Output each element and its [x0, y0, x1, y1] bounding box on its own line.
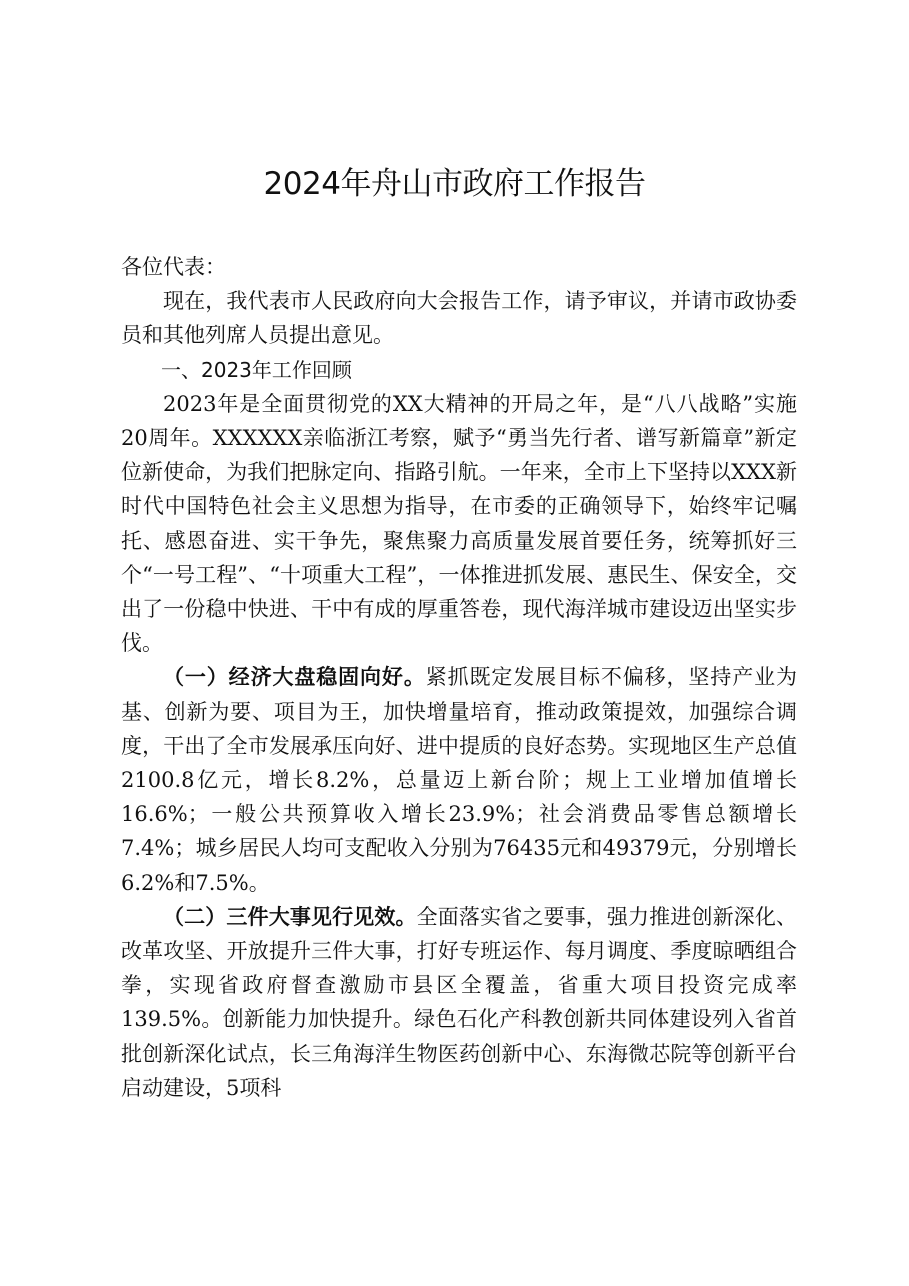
document-title: 2024年舟山市政府工作报告 [263, 166, 646, 202]
economy-paragraph [121, 660, 797, 899]
three-events-paragraph [121, 900, 797, 1105]
economy-text: 紧抓既定发展目标不偏移，坚持产业为基、创新为要、项目为王，加快增量培育，推动政策提效，加强综合调度，干出了全市发展承压向好、进中提质的良好态势。实现地区生产总值2100.8亿元，增长8.2%，总量迈上新台阶；规上工业增加值增长16.6%；一般公共预算收入增长23.9%；社会消费品零售总额增长7.4%；城乡居民人均可支配收入分别为76435元和49379元，分别增长6.2%和7.5%。 [121, 665, 798, 895]
three-events-text: 全面落实省之要事，强力推进创新深化、改革攻坚、开放提升三件大事，打好专班运作、每月调度、季度晾晒组合拳，实现省政府督查激励市县区全覆盖，省重大项目投资完成率139.5%。创新能力加快提升。绿色石化产科教创新共同体建设列入省首批创新深化试点，长三角海洋生物医药创新中心、东海微芯院等创新平台启动建设，5项科 [121, 904, 797, 1100]
overview-paragraph: 2023年是全面贯彻党的XX大精神的开局之年，是“八八战略”实施20周年。XXXXXX亲临浙江考察，赋予“勇当先行者、谱写新篇章”新定位新使命，为我们把脉定向、指路引航。一年来，全市上下坚持以XXX新时代中国特色社会主义思想为指导，在市委的正确领导下，始终牢记嘱托、感恩奋进、实干争先，聚焦聚力高质量发展首要任务，统筹抓好三个“一号工程”、“十项重大工程”，一体推进抓发展、惠民生、保安全，交出了一份稳中快进、干中有成的厚重答卷，现代海洋城市建设迈出坚实步伐。 [121, 391, 797, 656]
economy-lead: （一）经济大盘稳固向好。 [163, 664, 426, 690]
intro-paragraph: 现在，我代表市人民政府向大会报告工作，请予审议，并请市政协委员和其他列席人员提出意见。 [121, 289, 797, 348]
document-body [121, 250, 797, 1105]
salutation: 各位代表： [121, 255, 226, 279]
section-heading: 一、2023年工作回顾 [161, 357, 352, 382]
three-events-lead: （二）三件大事见行见效。 [163, 903, 417, 929]
